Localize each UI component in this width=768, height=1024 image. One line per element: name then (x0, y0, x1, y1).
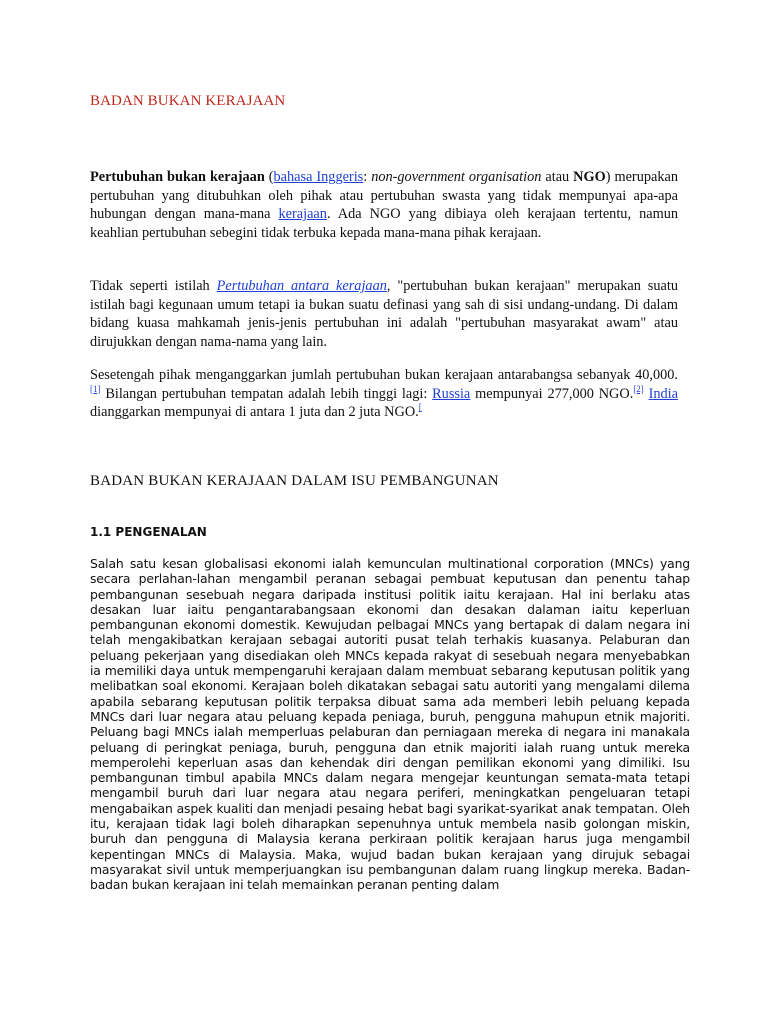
text-fragment: , "pertubuhan bukan kerajaan" merupakan suatu istilah bagi kegunaan umum tetapi ia bukan suatu definasi yang sah di sisi undang-undang. Di dalam bidang kuasa mahkamah jenis-jenis pertubuhan ini adalah "pertubuhan masyarakat awam" atau dirujukkan dengan nama-nama yang lain. (90, 278, 678, 350)
india-link[interactable]: India (648, 385, 679, 402)
section-title: BADAN BUKAN KERAJAAN DALAM ISU PEMBANGUNAN (90, 473, 499, 489)
reference-link-3[interactable]: [ (418, 402, 422, 413)
ngo-bold: NGO (573, 169, 606, 185)
text-fragment: . Ada NGO yang dibiaya oleh kerajaan tertentu, namun keahlian pertubuhan sebegini tidak terbuka kepada mana-mana pihak kerajaan. (90, 206, 678, 241)
statistics-paragraph (90, 366, 678, 422)
text-fragment: Tidak seperti istilah (90, 278, 217, 294)
text-fragment: Sesetengah pihak menganggarkan jumlah pertubuhan bukan kerajaan antarabangsa sebanyak 40,000. (90, 367, 678, 383)
english-term: non-government organisation (371, 169, 542, 185)
text-fragment: atau (541, 169, 574, 185)
text-fragment: ( (264, 169, 274, 185)
page-title: BADAN BUKAN KERAJAAN (90, 93, 286, 109)
term-bold: Pertubuhan bukan kerajaan (90, 169, 265, 185)
definition-paragraph (90, 277, 678, 351)
reference-link-1[interactable]: [1] (90, 383, 101, 394)
intro-paragraph (90, 168, 678, 242)
text-fragment: mempunyai 277,000 NGO. (470, 385, 634, 402)
text-fragment: Bilangan pertubuhan tempatan adalah lebih tinggi lagi: (100, 385, 433, 402)
text-fragment: ) merupakan pertubuhan yang ditubuhkan oleh pihak atau pertubuhan swasta yang tidak mempunyai apa-apa hubungan dengan mana-mana (90, 169, 678, 222)
bahasa-inggeris-link[interactable]: bahasa Inggeris (273, 169, 364, 185)
kerajaan-link[interactable]: kerajaan (278, 206, 327, 222)
text-fragment: : (363, 169, 372, 185)
russia-link[interactable]: Russia (432, 385, 471, 402)
body-paragraph: Salah satu kesan globalisasi ekonomi ialah kemunculan multinational corporation (MNCs) yang secara perlahan-lahan mengambil peranan sebagai pembuat keputusan dan penentu tahap pembangunan sesebuah negara daripada institusi politik iaitu kerajaan. Hal ini berlaku atas desakan luar iaitu pengantarabangsaan ekonomi dan desakan dalaman iaitu keperluan pembangunan ekonomi domestik. Kewujudan pelbagai MNCs yang bertapak di dalam negara ini telah mengakibatkan kerajaan sebagai autoriti pusat telah terhakis kuasanya. Pelaburan dan peluang pekerjaan yang disediakan oleh MNCs kepada rakyat di sesebuah negara menyebabkan ia memiliki daya untuk mempengaruhi kerajaan dalam membuat sebarang keputusan politik yang melibatkan soal ekonomi. Kerajaan boleh dikatakan sebagai satu autoriti yang mengalami dilema apabila sebarang keputusan politik terpaksa dibuat sama ada memberi lebih peluang kepada MNCs dari luar negara atau peluang kepada peniaga, buruh, pengguna mahupun etnik majoriti. Peluang bagi MNCs ialah memperluas pelaburan dan perniagaan mereka di negara ini manakala peluang di peringkat peniaga, buruh, pengguna dan etnik majoriti ialah ruang untuk mereka memperolehi keperluan asas dan kehendak diri dengan pemilikan ekonomi yang dimiliki. Isu pembangunan timbul apabila MNCs dalam negara mengejar keuntungan semata-mata tetapi mengambil buruh dari luar negara atau negara periferi, meningkatkan pengeluaran tetapi mengabaikan aspek kualiti dan menjadi pesaing hebat bagi syarikat-syarikat anak tempatan. Oleh itu, kerajaan tidak lagi boleh diharapkan sepenuhnya untuk membela nasib golongan miskin, buruh dan pengguna di Malaysia kerana perkiraan politik kerajaan harus juga mengambil kepentingan MNCs di Malaysia. Maka, wujud badan bukan kerajaan yang dirujuk sebagai masyarakat sivil untuk memperjuangkan isu pembangunan dalam ruang lingkup mereka. Badan-badan bukan kerajaan ini telah memainkan peranan penting dalam (90, 556, 690, 893)
pertubuhan-antara-kerajaan-link[interactable]: Pertubuhan antara kerajaan (216, 278, 387, 294)
text-fragment: dianggarkan mempunyai di antara 1 juta dan 2 juta NGO. (90, 404, 419, 420)
reference-link-2[interactable]: [2] (633, 383, 644, 394)
subsection-title: 1.1 PENGENALAN (90, 525, 207, 539)
